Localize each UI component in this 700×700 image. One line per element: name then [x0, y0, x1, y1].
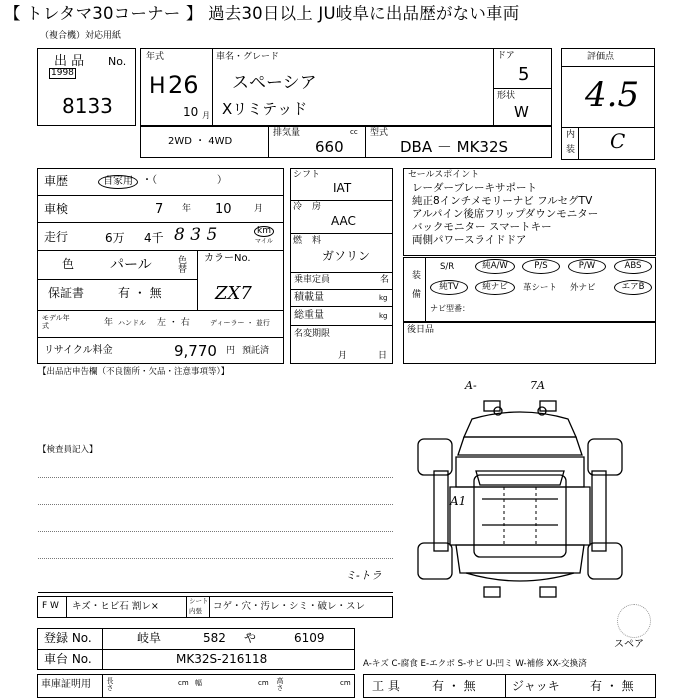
body-type-label: 形状: [497, 91, 516, 101]
equip-leather: 革シート: [523, 283, 558, 293]
inspection-year-unit: 年: [182, 204, 192, 214]
model-year-unit: 年: [104, 318, 114, 328]
car-mark-front-b: 7A: [530, 379, 545, 392]
year-label: 年式: [146, 52, 165, 62]
equip-sr: S/R: [440, 262, 455, 272]
color-change-label: 色替: [176, 255, 186, 273]
equip-tv: 純TV: [430, 280, 468, 295]
model-year-label: モデル年式: [42, 314, 70, 330]
equipment-label-1: [410, 270, 419, 311]
sales-point-item: 両側パワースライドドア: [412, 234, 527, 246]
shift-label: シフト: [293, 170, 321, 180]
history-label: 車歴: [44, 174, 69, 188]
cert-height: 高さ: [276, 677, 284, 691]
doors-label: ドア: [497, 51, 515, 61]
cert-width-unit: cm: [258, 679, 269, 687]
chassis-label: 車台 No.: [44, 652, 92, 666]
defect-fw: F W: [42, 601, 59, 611]
defect-seat-items: コゲ・穴・汚レ・シミ・破レ・スレ: [213, 601, 366, 612]
jack-value: 有 ・ 無: [590, 679, 634, 693]
change-deadline-month: 月: [338, 351, 348, 361]
car-mark-front-a: A-: [465, 379, 477, 392]
sales-point-item: レーダーブレーキサポート: [412, 182, 538, 194]
sales-point-item: 純正8インチメモリーナビ フルセグTV: [412, 195, 593, 207]
sales-point-item: バックモニター スマートキー: [412, 221, 552, 233]
navi-model-label: ナビ型番：: [430, 304, 470, 313]
cert-label: 車庫証明用: [41, 679, 91, 690]
equip-ext-navi: 外ナビ: [570, 283, 596, 293]
lot-number: 8133: [62, 94, 113, 118]
equip-airbag: エアB: [614, 280, 652, 295]
change-deadline-label: 名変期限: [294, 329, 331, 339]
load-unit: kg: [379, 294, 388, 302]
equip-pw: P/W: [568, 259, 606, 274]
year-month-unit: 月: [202, 111, 210, 120]
inspection-year: 7: [155, 202, 164, 217]
aircon-label: 冷房: [293, 202, 332, 212]
drive-value: 2WD ・ 4WD: [168, 136, 233, 147]
exhibitor-report-label: 【出品店申告欄（不良箇所・欠品・注意事項等）】: [38, 367, 230, 377]
model-name: スペーシア: [232, 73, 317, 93]
equipment-label: 装備: [410, 270, 420, 308]
jack-label: ジャッキ: [512, 679, 560, 693]
year-value: 26: [168, 71, 199, 99]
banner: 【 トレタマ30コーナー 】 過去30日以上 JU岐阜に出品歴がない車両: [4, 4, 520, 23]
equip-abs: ABS: [614, 259, 652, 274]
registration-class: 582: [203, 631, 226, 645]
tools-value: 有 ・ 無: [432, 679, 476, 693]
cert-width: 幅: [195, 679, 202, 687]
car-diagram: [400, 375, 640, 615]
capacity-label: 乗車定員: [294, 275, 331, 285]
cert-length: 長さ: [106, 677, 114, 691]
defect-seat-1: シート: [189, 597, 209, 605]
registration-place: 岐阜: [137, 631, 162, 645]
recycle-note: 預託済: [242, 346, 270, 356]
capacity-unit: 名: [380, 275, 390, 285]
weight-unit: kg: [379, 312, 388, 320]
weight-label: 総重量: [294, 310, 324, 321]
score-value: 4.5: [585, 75, 640, 115]
model-code-value: DBA － MK32S: [400, 138, 509, 156]
recycle-value: 9,770: [174, 342, 217, 360]
handle-label: ハンドル: [118, 319, 146, 327]
displacement-label: 排気量: [273, 128, 301, 138]
lot-code: 1998: [51, 68, 74, 78]
interior-label-1: 内: [566, 130, 576, 140]
mileage-man: 6万: [105, 231, 125, 245]
displacement-unit: cc: [350, 128, 358, 136]
interior-value: C: [610, 129, 626, 153]
color-label: 色: [62, 257, 75, 271]
recycle-unit: 円: [226, 346, 236, 356]
model-code-label: 型式: [370, 128, 389, 138]
registration-label: 登録 No.: [44, 631, 92, 645]
history-value: 自家用: [98, 175, 138, 189]
details-box: [37, 168, 284, 364]
mileage-handwritten: 8 3 5: [174, 225, 218, 245]
equip-navi: 純ナビ: [475, 280, 515, 295]
dealer-label: ディーラー ・ 並行: [210, 319, 270, 327]
chassis-value: MK32S-216118: [176, 652, 268, 666]
inspector-note-label: 【検査員記入】: [38, 445, 98, 455]
warranty-label: 保証書: [48, 286, 85, 300]
cert-height-unit: cm: [340, 679, 351, 687]
model-grade: Xリミテッド: [222, 100, 308, 118]
defect-seat-2: 内張: [189, 607, 202, 615]
sales-points-title: セールスポイント: [408, 170, 480, 180]
mileage-unit: km: [254, 226, 274, 237]
aircon-value: AAC: [331, 214, 356, 228]
warranty-value: 有 ・ 無: [118, 286, 162, 300]
mileage-sen: 4千: [144, 231, 164, 245]
equip-aw: 純A/W: [475, 259, 515, 274]
doors-value: 5: [518, 64, 530, 85]
car-mark-side: A1: [450, 494, 467, 508]
shift-value: IAT: [333, 181, 352, 195]
body-type-value: W: [514, 103, 529, 121]
mileage-label: 走行: [44, 230, 69, 244]
year-month: 10: [183, 105, 199, 119]
lot-box: [37, 48, 136, 126]
year-era: H: [149, 74, 166, 99]
interior-label-2: 装: [566, 145, 576, 155]
car-mark-rear-note: ミ-トラ: [345, 569, 382, 582]
change-deadline-day: 日: [378, 351, 388, 361]
history-rest: ・（ ）: [142, 175, 227, 186]
color-code: ZX7: [215, 283, 252, 304]
sales-point-item: アルパイン後席フリップダウンモニター: [412, 208, 599, 220]
fuel-label: 燃料: [293, 236, 332, 246]
inspection-month-unit: 月: [254, 204, 264, 214]
handle-value: 左 ・ 右: [157, 318, 190, 328]
tools-label: 工 具: [372, 679, 400, 693]
recycle-label: リサイクル料金: [44, 345, 113, 356]
defect-legend: A-キズ C-腐食 E-エクボ S-サビ U-凹ミ W-補修 XX-交換済: [363, 659, 587, 669]
registration-number: 6109: [294, 631, 325, 645]
inspection-label: 車検: [44, 202, 69, 216]
lot-no-label: No.: [108, 55, 127, 68]
spare-circle: [617, 604, 651, 638]
registration-kana: や: [244, 631, 257, 645]
inspection-month: 10: [215, 202, 232, 217]
spare-label: スペア: [614, 639, 644, 650]
mileage-unit2: マイル: [255, 238, 273, 245]
load-label: 積載量: [294, 292, 324, 303]
displacement-value: 660: [315, 138, 344, 156]
later-date-box: [403, 322, 656, 364]
cert-length-unit: cm: [178, 679, 189, 687]
sub-note: （複合機）対応用紙: [40, 31, 122, 41]
later-date-label: 後日品: [407, 325, 435, 335]
color-value: パール: [110, 257, 152, 273]
score-label: 評価点: [587, 52, 615, 62]
equip-ps: P/S: [522, 259, 560, 274]
color-code-label: カラーNo.: [204, 253, 251, 264]
defect-items: キズ・ヒビ石 割レ×: [72, 601, 159, 612]
fuel-value: ガソリン: [322, 249, 371, 263]
lot-label: 出 品: [54, 54, 85, 69]
model-label: 車名・グレード: [216, 52, 280, 62]
